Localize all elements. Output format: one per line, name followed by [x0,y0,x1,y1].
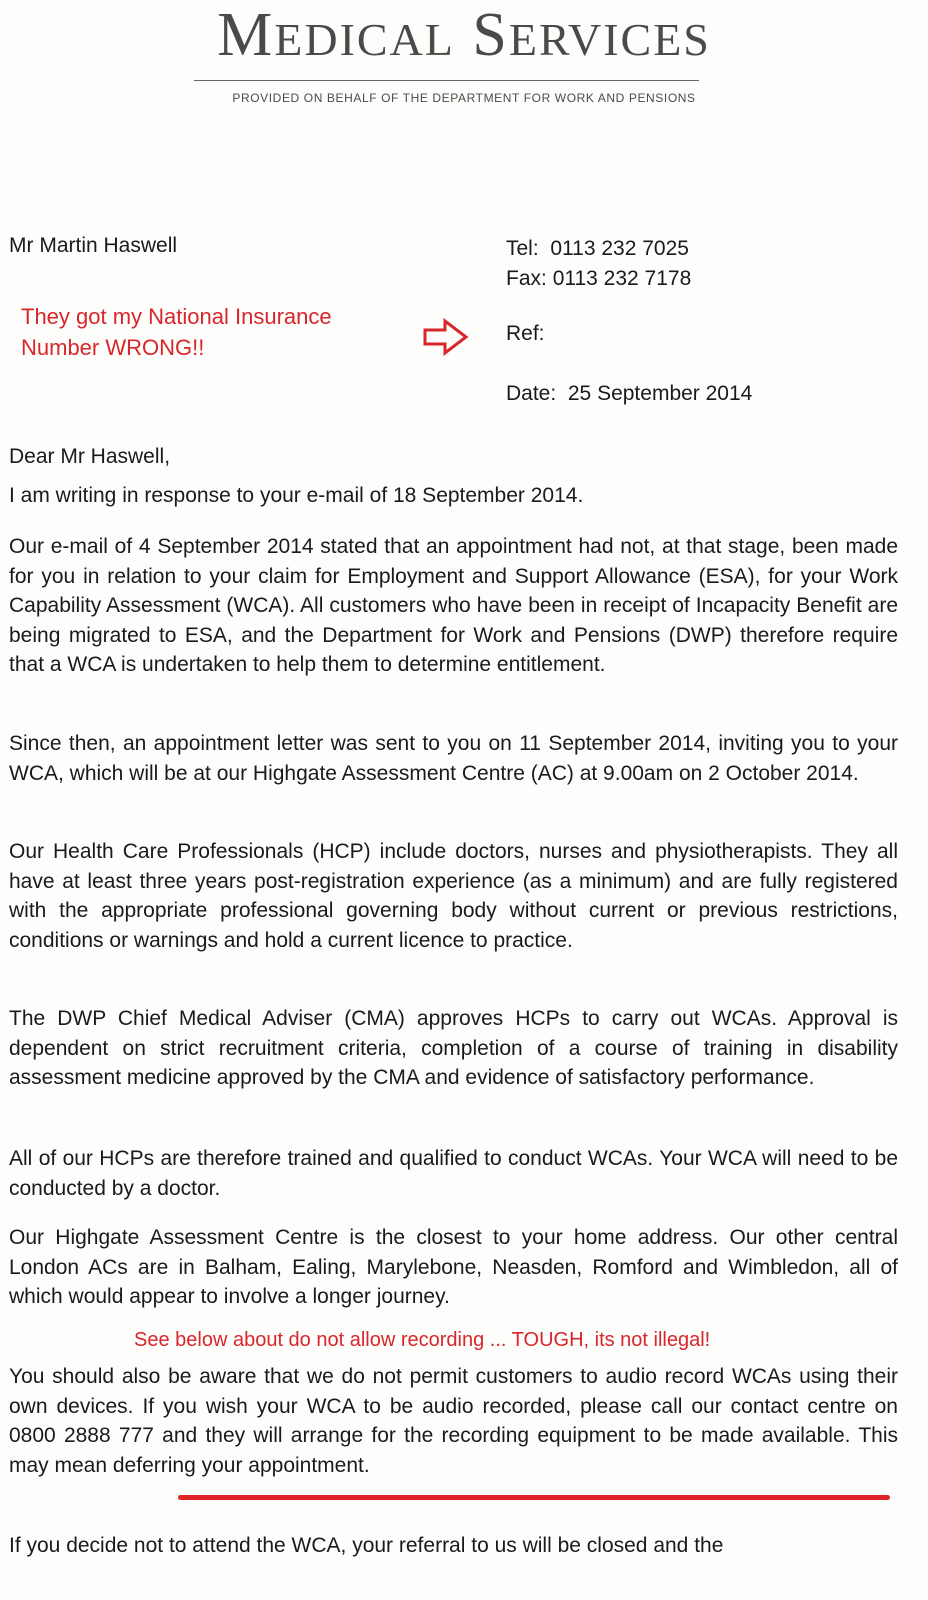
tel-label: Tel: [506,237,539,260]
paragraph-9: If you decide not to attend the WCA, your referral to us will be closed and the [9,1534,724,1557]
logo-initial-m: M [217,1,275,69]
red-underline-mark [178,1495,890,1500]
letterhead-subtitle: PROVIDED ON BEHALF OF THE DEPARTMENT FOR WORK AND PENSIONS [232,91,696,105]
letterhead-title [0,1,928,69]
fax-label: Fax: [506,267,547,290]
ref-label: Ref: [506,322,545,345]
arrow-right-icon [423,318,469,356]
logo-word-medical: EDICAL [274,14,455,65]
paragraph-2: Our e-mail of 4 September 2014 stated that an appointment had not, at that stage, been made for you in relation to your claim for Employment and Support Allowance (ESA), for your Work Capability Assessment (WCA). All customers who have been in receipt of Incapacity Benefit are being migrated to ESA, and the Department for Work and Pensions (DWP) therefore require that a WCA is undertaken to help them to determine entitlement. [9,535,898,676]
contact-block [506,234,691,294]
handwritten-note-recording: See below about do not allow recording ... TOUGH, its not illegal! [134,1329,711,1351]
paragraph-6: All of our HCPs are therefore trained and qualified to conduct WCAs. Your WCA will need to be conducted by a doctor. [9,1147,898,1200]
handwritten-note-ni-number [21,301,332,363]
paragraph-5: The DWP Chief Medical Adviser (CMA) approves HCPs to carry out WCAs. Approval is dependent on strict recruitment criteria, completion of a course of training in disability assessment medicine approved by the CMA and evidence of satisfactory performance. [9,1007,898,1089]
note-line-1: They got my National Insurance [21,304,332,329]
date-value: 25 September 2014 [567,382,753,405]
paragraph-3: Since then, an appointment letter was sent to you on 11 September 2014, inviting you to your WCA, which will be at our Highgate Assessment Centre (AC) at 9.00am on 2 October 2014. [9,732,898,785]
logo-word-services: ERVICES [508,14,711,65]
date-label: Date: [506,382,557,405]
paragraph-8: You should also be aware that we do not permit customers to audio record WCAs using their own devices. If you wish your WCA to be audio recorded, please call our contact centre on 0800 2888 777 and they will arrange for the recording equipment to be made available. This may mean deferring your appointment. [9,1365,898,1477]
note-line-2: Number WRONG!! [21,335,205,360]
date-line [506,382,752,406]
tel-number: 0113 232 7025 [550,237,689,260]
paragraph-4: Our Health Care Professionals (HCP) include doctors, nurses and physiotherapists. They all have at least three years post-registration experience (as a minimum) and are fully registered with the appropriate professional governing body without current or previous restrictions, conditions or warnings and hold a current licence to practice. [9,840,898,952]
recipient-name: Mr Martin Haswell [9,234,178,257]
paragraph-1: I am writing in response to your e-mail of 18 September 2014. [9,484,584,507]
salutation: Dear Mr Haswell, [9,445,171,468]
fax-number: 0113 232 7178 [552,267,692,290]
paragraph-7: Our Highgate Assessment Centre is the closest to your home address. Our other central London ACs are in Balham, Ealing, Marylebone, Neasden, Romford and Wimbledon, all of which would appear to involve a longer journey. [9,1226,898,1308]
letterhead-rule [194,80,699,81]
logo-initial-s: S [472,1,509,69]
